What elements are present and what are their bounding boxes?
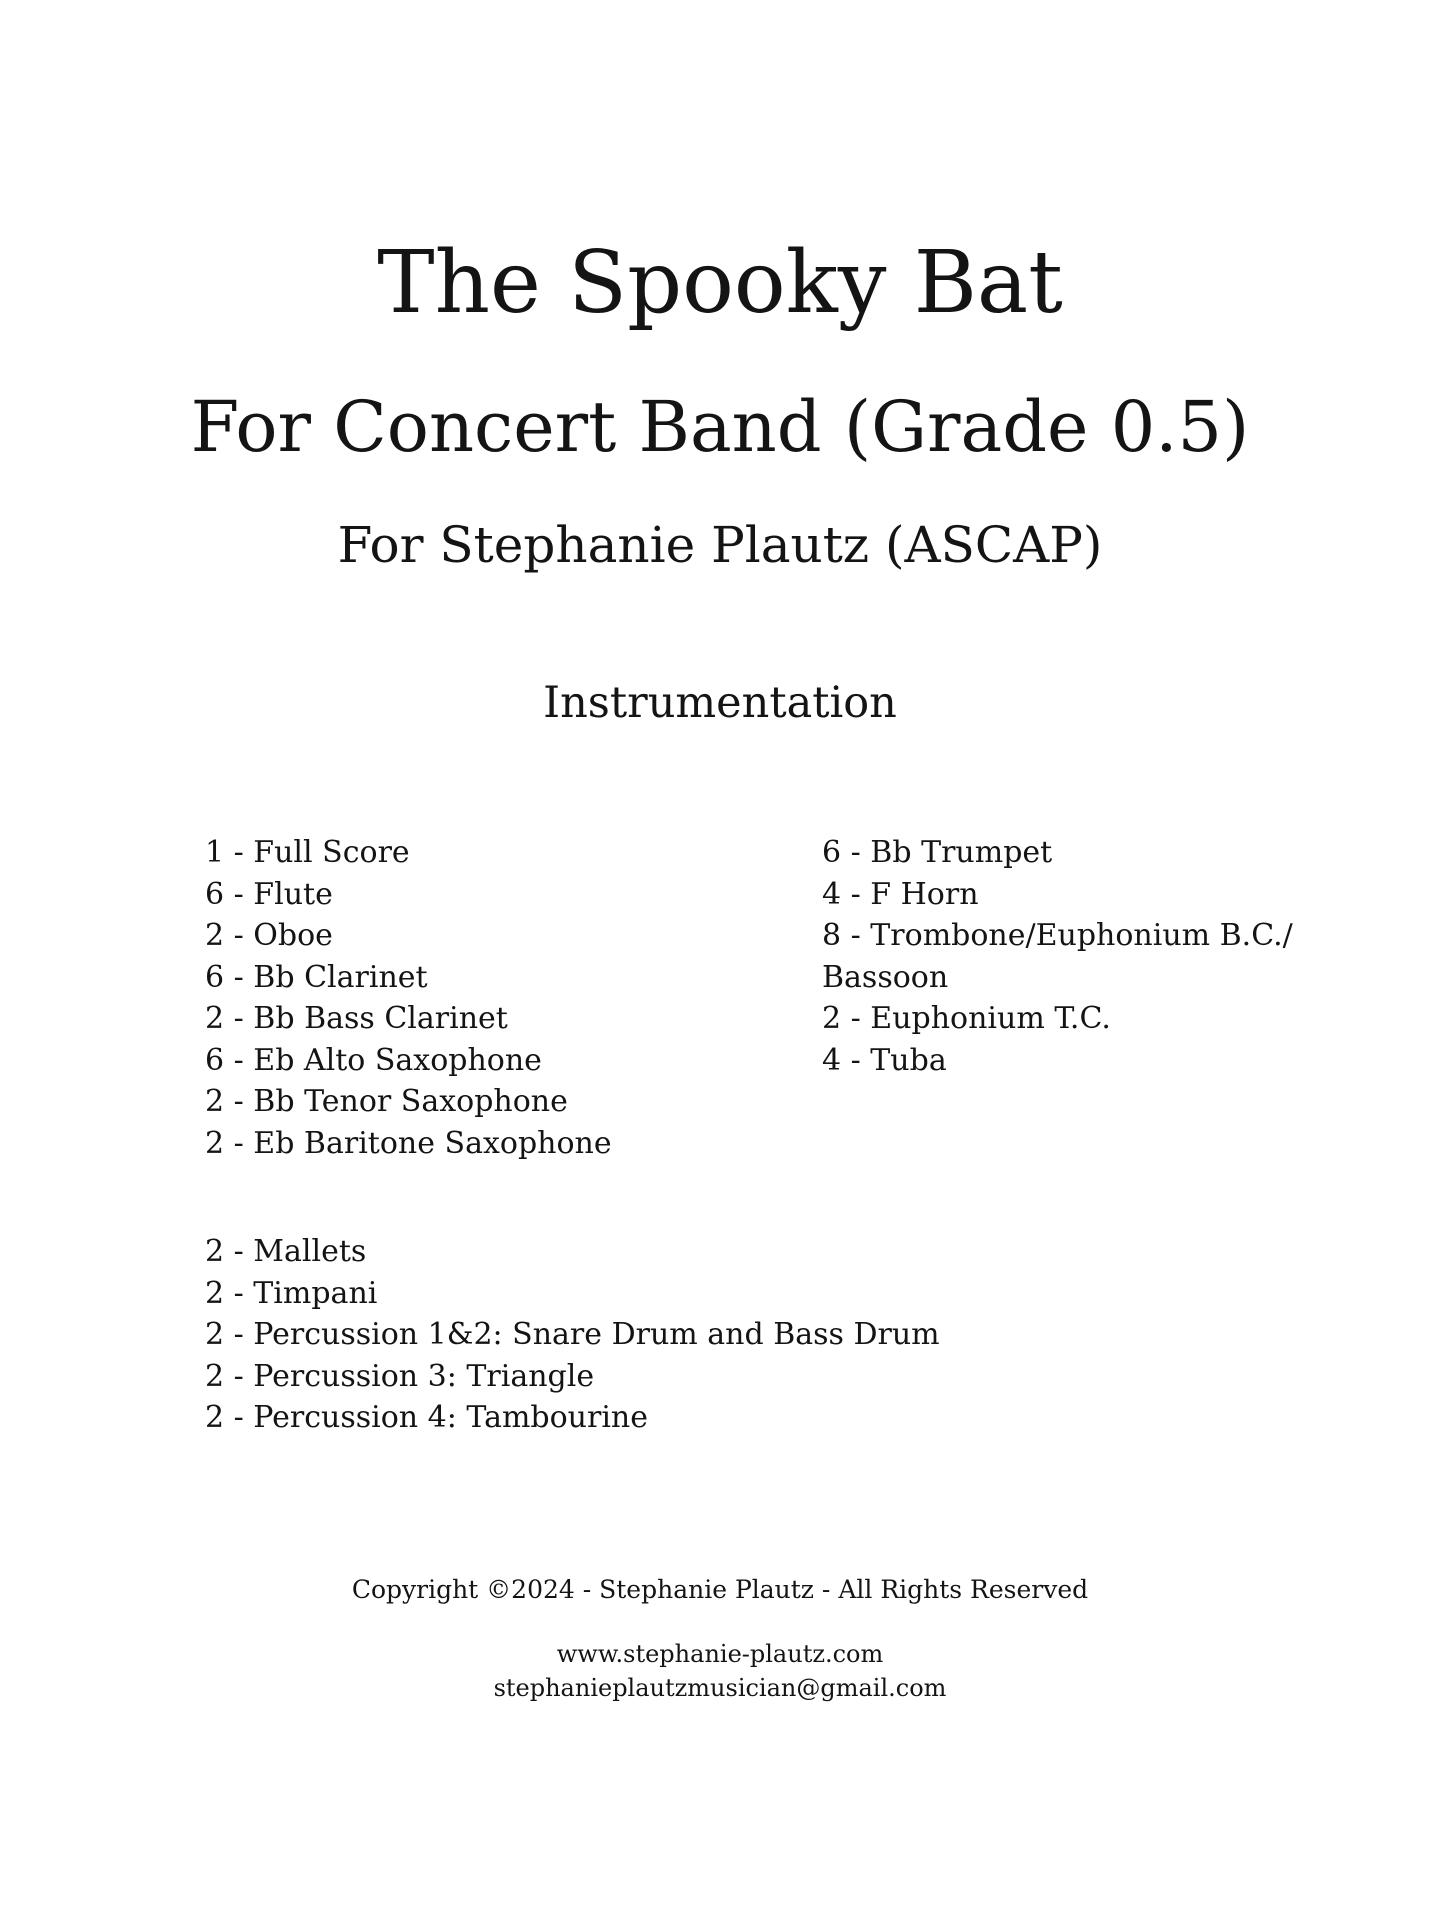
list-item: 2 - Timpani — [205, 1275, 378, 1311]
list-item: 2 - Bb Bass Clarinet — [205, 1001, 508, 1036]
list-item: 8 - Trombone/Euphonium B.C./ — [822, 918, 1293, 953]
list-item: Bassoon — [822, 959, 949, 995]
page-subtitle: For Concert Band (Grade 0.5) — [190, 386, 1250, 468]
website-link[interactable]: www.stephanie-plautz.com — [556, 1640, 884, 1668]
list-item: 2 - Percussion 4: Tambourine — [205, 1400, 648, 1435]
copyright-notice: Copyright ©2024 - Stephanie Plautz - All Rights Reserved — [351, 1575, 1089, 1604]
composer-line: For Stephanie Plautz (ASCAP) — [337, 516, 1103, 574]
list-item: 1 - Full Score — [205, 835, 410, 870]
list-item: 6 - Bb Clarinet — [205, 959, 428, 995]
list-item: 4 - Tuba — [822, 1042, 947, 1078]
list-item: 4 - F Horn — [822, 876, 979, 912]
email-link[interactable]: stephanieplautzmusician@gmail.com — [493, 1674, 947, 1702]
list-item: 6 - Eb Alto Saxophone — [205, 1042, 542, 1078]
list-item: 2 - Percussion 3: Triangle — [205, 1358, 595, 1394]
list-item: 2 - Eb Baritone Saxophone — [205, 1125, 612, 1161]
page-title: The Spooky Bat — [377, 233, 1063, 333]
brass-list — [822, 832, 1293, 1081]
list-item: 2 - Euphonium T.C. — [822, 1001, 1111, 1036]
list-item: 6 - Bb Trumpet — [822, 835, 1053, 870]
instrumentation-heading: Instrumentation — [543, 678, 897, 728]
percussion-list — [205, 1231, 940, 1439]
list-item: 2 - Bb Tenor Saxophone — [205, 1084, 568, 1119]
list-item: 2 - Oboe — [205, 918, 333, 953]
woodwinds-list — [205, 832, 612, 1164]
list-item: 6 - Flute — [205, 876, 333, 912]
list-item: 2 - Mallets — [205, 1234, 367, 1269]
list-item: 2 - Percussion 1&2: Snare Drum and Bass Drum — [205, 1317, 940, 1352]
